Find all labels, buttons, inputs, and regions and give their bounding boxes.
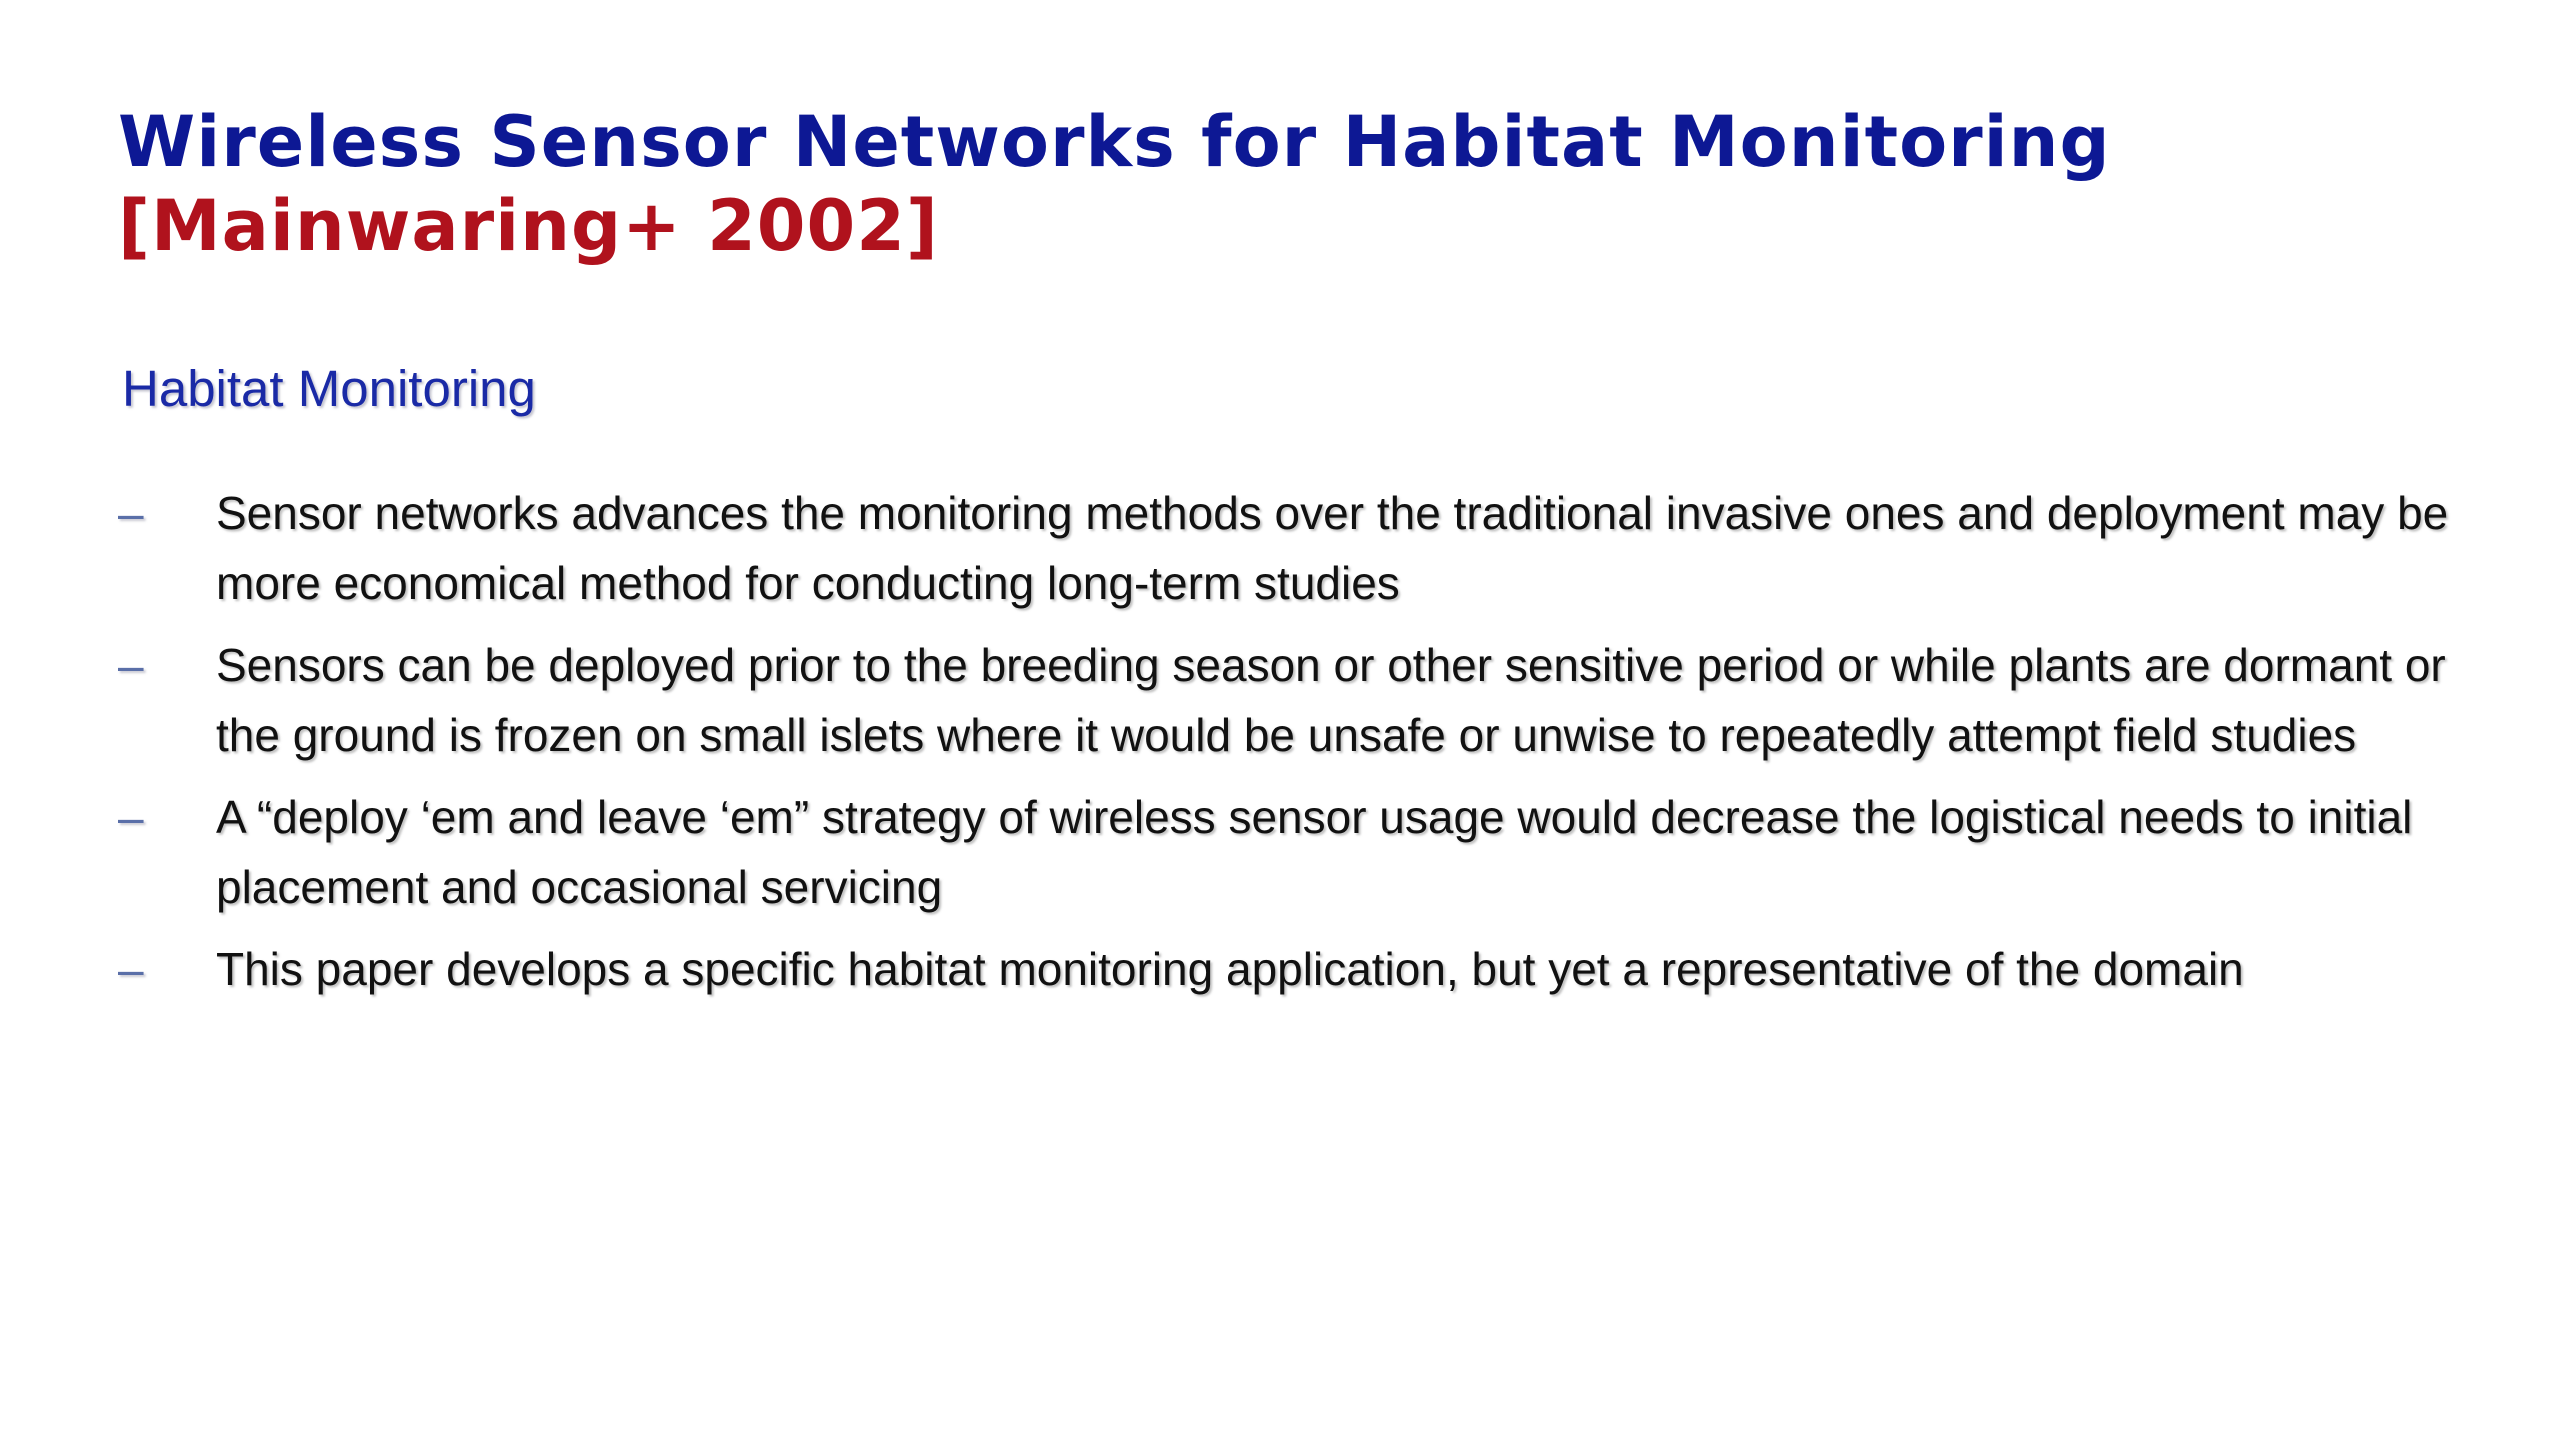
bullet-text: Sensor networks advances the monitoring methods over the traditional invasive ones and deployment may be more economical method for conducting long-term studies <box>216 487 2449 609</box>
bullet-dash: – <box>118 639 144 691</box>
slide-title: Wireless Sensor Networks for Habitat Monitoring <box>118 101 2111 183</box>
bullet-dash: – <box>118 943 144 995</box>
bullet-text: This paper develops a specific habitat monitoring application, but yet a representative of the domain <box>216 943 2244 995</box>
bullet-item-3 <box>118 782 2478 922</box>
bullet-dash: – <box>118 791 144 843</box>
bullet-item-1 <box>118 478 2478 618</box>
bullet-item-4 <box>118 934 2478 1004</box>
slide-citation: [Mainwaring+ 2002] <box>118 185 939 267</box>
bullet-list <box>118 478 2478 1016</box>
bullet-dash: – <box>118 487 144 539</box>
bullet-text: A “deploy ‘em and leave ‘em” strategy of wireless sensor usage would decrease the logistical needs to initial placement and occasional servicing <box>216 791 2413 913</box>
section-heading: Habitat Monitoring <box>122 360 536 417</box>
bullet-text: Sensors can be deployed prior to the breeding season or other sensitive period or while plants are dormant or the ground is frozen on small islets where it would be unsafe or unwise to repeatedly attempt field studies <box>216 639 2446 761</box>
bullet-item-2 <box>118 630 2478 770</box>
slide-title-block <box>118 100 2498 268</box>
